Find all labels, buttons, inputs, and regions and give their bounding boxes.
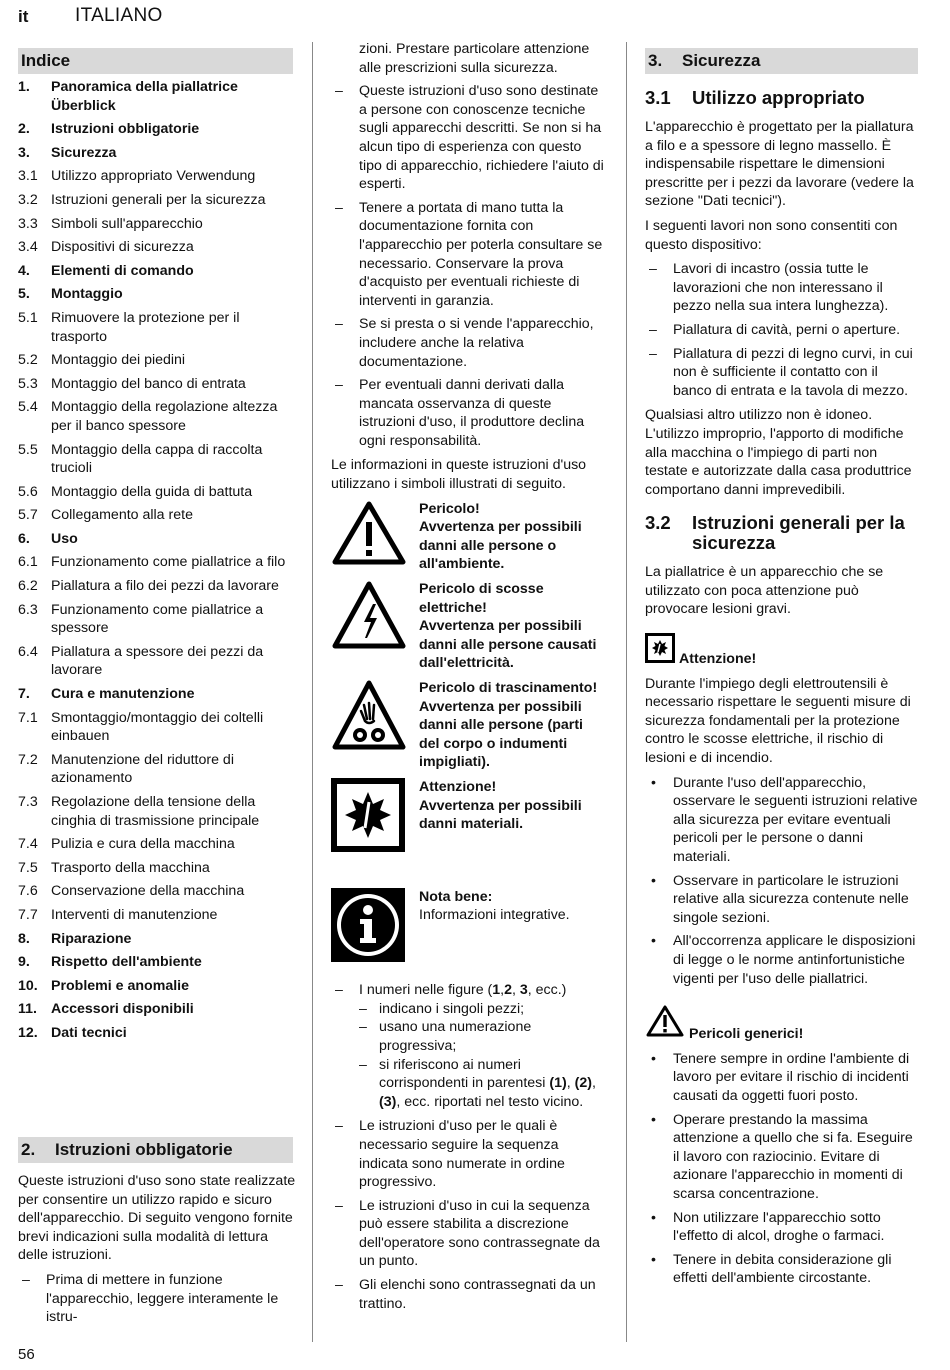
toc-item-text: Simboli sull'apparecchio [51, 215, 203, 232]
section-3-number: 3. [648, 51, 663, 70]
list-item: • Osservare in particolare le istruzioni relative alla sicurezza contenute nelle singole sezioni. [645, 872, 920, 928]
general-danger-label-text: Pericoli generici! [689, 1026, 804, 1043]
warning-triangle-icon [645, 1004, 685, 1044]
language-name: ITALIANO [75, 5, 163, 26]
toc-item-text: Piallatura a filo dei pezzi da lavorare [51, 578, 279, 595]
toc-item-text: Accessori disponibili [51, 1001, 194, 1018]
toc-item [18, 643, 293, 680]
material-damage-icon [331, 778, 419, 858]
toc-item-number: 7.4 [18, 836, 38, 853]
toc-item-number: 12. [18, 1024, 38, 1041]
toc-item-number: 9. [18, 954, 30, 971]
toc-item-text: Funzionamento come piallatrice a filo [51, 554, 286, 571]
list-item: – Tenere a portata di mano tutta la documentazione fornita con l'apparecchio per poterla consultare se necessario. Conservare la prova d'acquisto per eventuali richieste di interventi in garanzia. [331, 199, 607, 311]
toc-item-text: Piallatura a spessore dei pezzi da lavorare [51, 643, 264, 679]
symbols-list [331, 500, 607, 968]
attention-label [645, 633, 920, 669]
toc-item-number: 2. [18, 121, 30, 138]
toc-item-text: Regolazione della tensione della cinghia di trasmissione principale [51, 794, 260, 829]
symbols-intro: Le informazioni in queste istruzioni d'uso utilizzano i simboli illustrati di seguito. [331, 457, 587, 493]
symbol-row [331, 580, 607, 673]
toc-item-number: 7. [18, 686, 30, 703]
toc-item [18, 285, 293, 304]
symbol-row [331, 679, 607, 772]
section-2-list [331, 82, 607, 450]
toc-item-number: 1. [18, 79, 30, 95]
toc-item-number: 3.1 [18, 168, 38, 185]
paragraph: I seguenti lavori non sono consentiti con questo dispositivo: [645, 217, 898, 253]
toc-item [18, 553, 293, 572]
toc-item [18, 953, 293, 972]
toc-item-number: 5. [18, 286, 30, 303]
list-item: – Lavori di incastro (ossia tutte le lavorazioni che non interessano il pezzo nella sua intera lunghezza). [645, 260, 920, 316]
toc-item-number: 7.6 [18, 883, 38, 900]
toc-item [18, 709, 293, 746]
sub-list-item: – si riferiscono ai numeri corrispondenti in parentesi (1), (2), (3), ecc. riportati nel testo vicino. [359, 1056, 607, 1112]
list-item: • All'occorrenza applicare le disposizioni di legge o le norme antinfortunistiche vigenti per l'uso delle piallatrici. [645, 932, 920, 988]
symbol-title: Nota bene: [419, 888, 493, 905]
toc-item [18, 530, 293, 549]
symbol-title: Pericolo di trascinamento! [419, 680, 598, 696]
toc-item-text: Cura e manutenzione [51, 686, 195, 703]
language-code: it [18, 7, 29, 26]
section-2-heading [18, 1137, 293, 1163]
toc-item [18, 577, 293, 596]
list-item: – Le istruzioni d'uso per le quali è necessario seguire la sequenza indicata sono numerate in ordine progressivo. [331, 1117, 607, 1191]
info-icon [331, 888, 419, 968]
column-3 [645, 78, 920, 1294]
toc-item-text: Uso [51, 530, 78, 547]
entanglement-icon [331, 679, 419, 772]
toc-item [18, 793, 293, 830]
toc-item-text: Elementi di comando [51, 262, 194, 279]
paragraph: Qualsiasi altro utilizzo non è idoneo. L'utilizzo improprio, l'apporto di modifiche alla macchina o l'impiego di parti non testate e autorizzate dalla casa produttrice comportano danni imprevedibili. [645, 407, 912, 498]
number-1: 1 [492, 982, 501, 999]
toc-item [18, 191, 293, 210]
toc-item [18, 859, 293, 878]
toc-item-number: 7.3 [18, 794, 38, 810]
sub-list [359, 1000, 607, 1112]
sub-text-end: , ecc. riportati nel testo vicino. [396, 1093, 584, 1110]
toc-item [18, 751, 293, 788]
section-2-title: Istruzioni obbligatorie [55, 1140, 233, 1159]
toc-item-text: Montaggio del banco di entrata [51, 375, 246, 392]
heading-3-1-title: Utilizzo appropriato [692, 87, 865, 108]
toc-item-number: 5.7 [18, 507, 38, 524]
list-item: – Prima di mettere in funzione l'apparecchio, leggere interamente le istru- [18, 1271, 296, 1327]
toc-item [18, 506, 293, 525]
toc-item [18, 977, 293, 996]
toc-item-text: Istruzioni generali per la sicurezza [51, 191, 266, 208]
symbol-text: Informazioni integrative. [419, 907, 570, 924]
toc-item [18, 215, 293, 234]
section-2-list-3 [331, 1117, 607, 1313]
toc-item [18, 882, 293, 901]
list-item: – Se si presta o si vende l'apparecchio, includere anche la relativa documentazione. [331, 315, 607, 371]
toc-item [18, 483, 293, 502]
list-item: – Piallatura di pezzi di legno curvi, in cui non è sufficiente il contatto con il banco di entrata e la tavola di mezzo. [645, 345, 920, 401]
symbol-row [331, 500, 607, 574]
symbol-text: Avvertenza per possibili danni alle persone causati dall'elettricità. [419, 618, 597, 672]
toc-item-number: 7.7 [18, 906, 38, 923]
toc-item [18, 375, 293, 394]
toc-item-text: Rispetto dell'ambiente [51, 954, 202, 971]
toc-item-number: 6.1 [18, 554, 38, 571]
symbol-title: Attenzione! [419, 778, 497, 795]
number-3: 3 [519, 982, 528, 999]
heading-3-1-number: 3.1 [645, 87, 671, 108]
numbers-text-end: , ecc.) [527, 982, 567, 999]
toc-item-text: Collegamento alla rete [51, 507, 193, 524]
toc-item-number: 3. [18, 144, 30, 161]
toc-item [18, 238, 293, 257]
heading-3-2 [645, 513, 920, 553]
electric-shock-icon [331, 580, 419, 673]
toc-item-number: 7.1 [18, 709, 38, 726]
toc-item-number: 3.4 [18, 239, 38, 256]
toc-item-number: 3.2 [18, 191, 38, 208]
column-divider-left [312, 42, 313, 1342]
toc-item-number: 7.5 [18, 859, 38, 876]
sub-list-item: – indicano i singoli pezzi; [359, 1000, 607, 1019]
toc-item-text: Funzionamento come piallatrice a spessore [51, 601, 264, 637]
list-item: • Non utilizzare l'apparecchio sotto l'effetto di alcol, droghe o farmaci. [645, 1209, 920, 1246]
toc-item [18, 601, 293, 638]
toc-item [18, 144, 293, 163]
toc-item [18, 398, 293, 435]
toc-item-number: 5.6 [18, 483, 38, 500]
section-2-list-start [18, 1271, 296, 1327]
ref-3: (3) [379, 1093, 397, 1110]
toc-item-number: 6.2 [18, 578, 38, 595]
toc-item [18, 351, 293, 370]
attention-label-text: Attenzione! [679, 651, 757, 668]
toc-item-number: 11. [18, 1001, 37, 1018]
toc-item-text: Problemi e anomalie [51, 977, 189, 994]
section-2-number: 2. [21, 1140, 36, 1159]
ref-2: (2) [574, 1075, 592, 1092]
toc-item [18, 441, 293, 478]
list-item: • Tenere sempre in ordine l'ambiente di lavoro per evitare il rischio di incidenti causati da oggetti fuori posto. [645, 1050, 920, 1106]
symbol-text: Avvertenza per possibili danni alle persone (parti del corpo o indumenti impigliati). [419, 698, 583, 771]
symbol-title: Pericolo! [419, 500, 480, 517]
toc-item-number: 10. [18, 977, 38, 994]
numbers-text: I numeri nelle figure ( [359, 982, 493, 999]
toc-item-number: 4. [18, 262, 30, 279]
toc-item-number: 6.3 [18, 601, 38, 618]
list-item: • Tenere in debita considerazione gli effetti dell'ambiente circostante. [645, 1251, 920, 1288]
symbol-description [419, 679, 607, 772]
toc-item-number: 5.2 [18, 352, 38, 369]
list-item: • Durante l'uso dell'apparecchio, osservare le seguenti istruzioni relative alla sicurezza per evitare eventuali pericoli per le persone o danni materiali. [645, 774, 920, 867]
paragraph: Durante l'impiego degli elettroutensili è necessario rispettare le seguenti misure di sicurezza fondamentali per la protezione contro le scosse elettriche, il rischio di lesioni e di incendio. [645, 675, 911, 767]
danger-triangle-icon [331, 500, 419, 574]
toc-item-text: Montaggio dei piedini [51, 352, 186, 369]
heading-3-2-number: 3.2 [645, 512, 671, 534]
symbol-description [419, 580, 607, 673]
toc-item-text: Montaggio della guida di battuta [51, 483, 253, 500]
page-number: 56 [18, 1346, 35, 1363]
toc-item-text: Montaggio della cappa di raccolta trucioli [51, 441, 263, 477]
toc-item-number: 6. [18, 530, 30, 547]
toc-item-text: Utilizzo appropriato Verwendung [51, 168, 256, 185]
list-item: – Per eventuali danni derivati dalla mancata osservanza di queste istruzioni d'uso, il produttore declina ogni responsabilità. [331, 376, 607, 450]
toc-item-text: Sicurezza [51, 144, 117, 161]
list-item: – Piallatura di cavità, perni o aperture. [645, 321, 920, 340]
not-allowed-list [645, 260, 920, 400]
paragraph: L'apparecchio è progettato per la piallatura a filo e a spessore di legno massello. È indispensabile rispettare le dimensioni prescritte per i pezzi da lavorare (vedere la sezione "Dati tecnici"). [645, 119, 914, 210]
toc-item-text: Interventi di manutenzione [51, 906, 218, 923]
number-2: 2 [504, 982, 512, 999]
general-danger-label [645, 1004, 920, 1044]
toc-item [18, 906, 293, 925]
toc-item-number: 8. [18, 930, 30, 947]
toc-item-number: 5.5 [18, 441, 38, 458]
section-3-title: Sicurezza [682, 51, 761, 70]
symbol-description [419, 888, 607, 968]
attention-list [645, 774, 920, 989]
column-2 [331, 40, 607, 1319]
list-item: – Gli elenchi sono contrassegnati da un trattino. [331, 1276, 607, 1313]
toc-item [18, 1000, 293, 1019]
ref-1: (1) [549, 1075, 567, 1092]
symbol-title: Pericolo di scosse elettriche! [419, 581, 544, 616]
section-2-intro-block [18, 1172, 296, 1333]
toc-item-text: Istruzioni obbligatorie [51, 121, 200, 138]
toc-item-number: 3.3 [18, 215, 38, 232]
section-3-heading [645, 48, 918, 74]
toc-item [18, 685, 293, 704]
toc-item [18, 309, 293, 346]
toc-item [18, 835, 293, 854]
list-item: • Operare prestando la massima attenzione a quello che si fa. Eseguire il lavoro con raziocinio. Evitare di azionare l'apparecchio in momenti di scarsa concentrazione. [645, 1111, 920, 1204]
symbol-text: Avvertenza per possibili danni materiali. [419, 797, 582, 833]
toc-item [18, 78, 293, 115]
sub-list-item: – usano una numerazione progressiva; [359, 1018, 607, 1055]
toc-item-text: Riparazione [51, 930, 132, 947]
symbol-description [419, 500, 607, 574]
toc-item-text: Panoramica della piallatrice Überblick [51, 79, 238, 114]
toc-item-text: Smontaggio/montaggio dei coltelli einbauen [51, 709, 264, 745]
symbol-row [331, 778, 607, 858]
toc-item [18, 930, 293, 949]
toc-item-text: Manutenzione del riduttore di azionamento [51, 751, 234, 787]
section-2-list-2 [331, 981, 607, 1111]
column-divider-right [626, 42, 627, 1342]
toc-item-text: Rimuovere la protezione per il trasporto [51, 309, 240, 345]
paragraph: La piallatrice è un apparecchio che se utilizzato con poca attenzione può provocare lesioni gravi. [645, 564, 884, 618]
toc-item-text: Pulizia e cura della macchina [51, 836, 235, 853]
material-damage-icon [645, 633, 675, 669]
toc-title-text: Indice [21, 51, 71, 70]
symbol-text: Avvertenza per possibili danni alle persone o all'ambiente. [419, 519, 582, 573]
toc-item-text: Conservazione della macchina [51, 883, 245, 900]
toc-item-number: 5.4 [18, 399, 38, 416]
toc-item-number: 7.2 [18, 751, 38, 768]
list-item: – Le istruzioni d'uso in cui la sequenza può essere stabilita a discrezione dell'operatore sono contrassegnate da un punto. [331, 1197, 607, 1271]
sub-text: si riferiscono ai numeri corrispondenti in parentesi [379, 1056, 550, 1092]
list-item-continuation: zioni. Prestare particolare attenzione alle prescrizioni sulla sicurezza. [359, 41, 590, 76]
toc-item-text: Dati tecnici [51, 1024, 127, 1041]
toc-item-text: Montaggio [51, 286, 123, 303]
toc-item-text: Dispositivi di sicurezza [51, 239, 194, 256]
heading-3-2-title: Istruzioni generali per la sicurezza [692, 512, 905, 554]
toc-item-number: 5.1 [18, 309, 38, 326]
toc-item-number: 5.3 [18, 375, 38, 392]
heading-3-1 [645, 88, 920, 108]
toc-title [18, 48, 293, 74]
symbol-description [419, 778, 607, 858]
list-item: – Queste istruzioni d'uso sono destinate a persone con conoscenze tecniche sugli apparecchi descritti. Se non si ha alcun tipo di esperienza con questo tipo di apparecchio, richiedere l'aiuto di esperti. [331, 82, 607, 194]
toc-item-text: Trasporto della macchina [51, 859, 210, 876]
list-item: – I numeri nelle figure (1,2, 3, ecc.) – indicano i singoli pezzi; – usano una numerazione progressiva; – si riferiscono ai numeri corrispondenti in parentesi (1), (2), (3), ecc. riportati nel testo vicino. [331, 981, 607, 1111]
toc-item [18, 167, 293, 186]
toc-item [18, 1024, 293, 1043]
general-danger-list [645, 1050, 920, 1288]
toc-item-text: Montaggio della regolazione altezza per il banco spessore [51, 399, 278, 434]
toc-item [18, 262, 293, 281]
section-2-intro: Queste istruzioni d'uso sono state realizzate per consentire un utilizzo rapido e sicuro dell'apparecchio. Di seguito vengono fornite brevi indicazioni sulla modalità di lettura delle istruzioni. [18, 1173, 296, 1264]
symbol-row [331, 888, 607, 968]
toc-item-number: 6.4 [18, 643, 38, 660]
toc-item [18, 120, 293, 139]
toc-list [18, 78, 293, 1048]
